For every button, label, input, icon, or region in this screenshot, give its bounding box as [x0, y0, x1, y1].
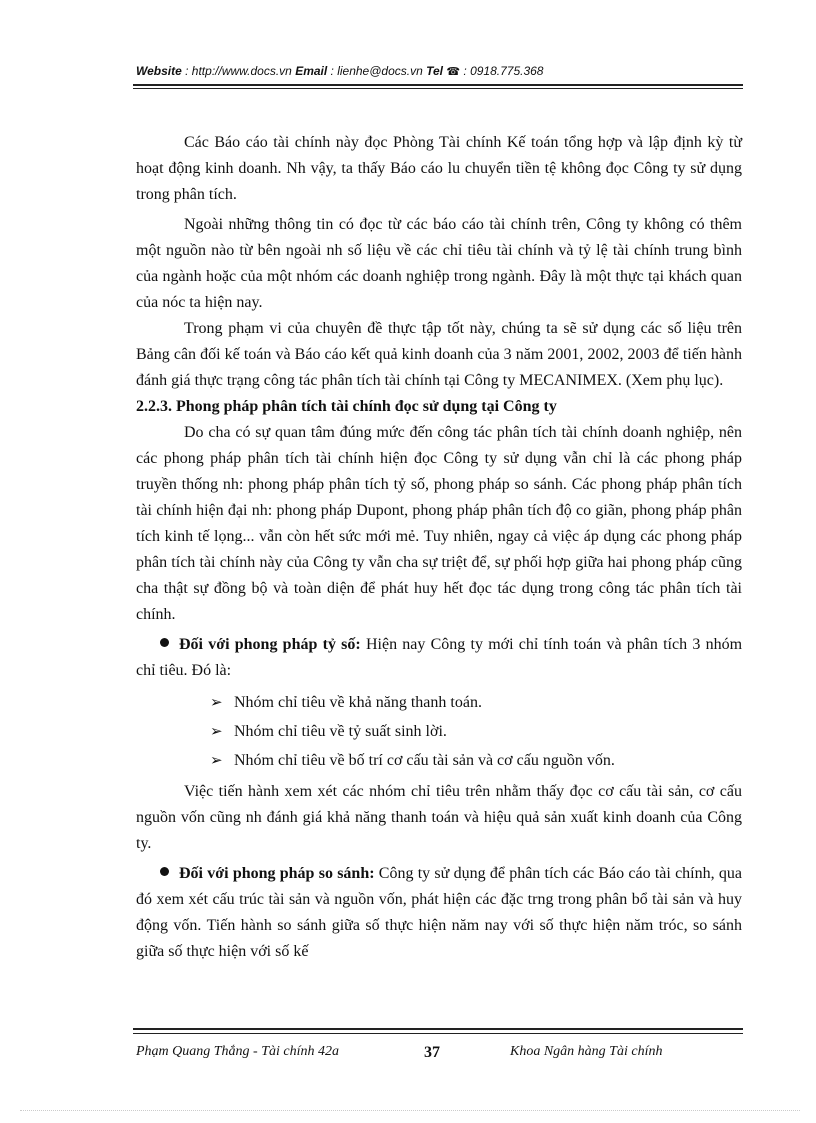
footer-department: Khoa Ngân hàng Tài chính	[510, 1044, 663, 1059]
paragraph-5: Việc tiến hành xem xét các nhóm chỉ tiêu trên nhằm thấy đọc cơ cấu tài sản, cơ cấu nguồn vốn cũng nh đánh giá khả năng thanh toán và hiệu quả sản xuất kinh doanh của Công ty.	[136, 783, 742, 852]
footer-rule-thin	[133, 1033, 743, 1034]
bullet-dot-icon	[160, 638, 169, 647]
header-rule	[133, 84, 743, 86]
list-item	[210, 717, 742, 746]
list-item	[210, 746, 742, 775]
paragraph-3: Trong phạm vi của chuyên đề thực tập tốt này, chúng ta sẽ sử dụng các số liệu trên Bảng cân đối kế toán và Báo cáo kết quả kinh doanh của 3 năm 2001, 2002, 2003 để tiến hành đánh giá thực trạng công tác phân tích tài chính tại Công ty MECANIMEX. (Xem phụ lục).	[136, 320, 742, 389]
tel-value: : 0918.775.368	[460, 64, 544, 78]
bullet-1-title: Đối với phong pháp tỷ số:	[179, 636, 361, 653]
page-header	[136, 64, 746, 78]
list-item-text: Nhóm chỉ tiêu về tỷ suất sinh lời.	[234, 723, 447, 740]
arrow-bullet-icon: ➢	[210, 693, 223, 711]
bullet-2-text: Công ty sử dụng để phân tích các Báo cáo tài chính, qua đó xem xét cấu trúc tài sản và nguồn vốn, phát hiện các đặc trng trong phân bổ tài sản và huy động vốn. Tiến hành so sánh giữa số thực hiện năm nay với số thực hiện năm tróc, so sánh giữa số thực hiện với số kế	[136, 865, 742, 960]
paragraph-2: Ngoài những thông tin có đọc từ các báo cáo tài chính trên, Công ty không có thêm một nguồn nào từ bên ngoài nh số liệu về các chỉ tiêu tài chính và tỷ lệ tài chính trung bình của ngành hoặc của một nhóm các doanh nghiệp trong ngành. Đây là một thực tại khách quan của nóc ta hiện nay.	[136, 216, 742, 311]
page-edge-divider	[20, 1110, 800, 1111]
bullet-comparison-method	[136, 861, 742, 965]
list-item	[210, 688, 742, 717]
bullet-2-title: Đối với phong pháp so sánh:	[179, 865, 375, 882]
section-heading: 2.2.3. Phong pháp phân tích tài chính đọc sử dụng tại Công ty	[136, 398, 557, 415]
footer-rule	[133, 1028, 743, 1030]
email-value: : lienhe@docs.vn	[327, 64, 427, 78]
bullet-1-text: Hiện nay Công ty mới chỉ tính toán và phân tích 3 nhóm chỉ tiêu. Đó là:	[136, 636, 743, 679]
paragraph-4: Do cha có sự quan tâm đúng mức đến công tác phân tích tài chính doanh nghiệp, nên các phong pháp phân tích tài chính hiện đọc Công ty sử dụng vẫn chỉ là các phong pháp truyền thống nh: phong pháp phân tích tỷ số, phong pháp so sánh. Các phong pháp phân tích tài chính hiện đại nh: phong pháp Dupont, phong pháp phân tích độ co giãn, phong pháp phân tích kinh tế lọng... vẫn còn hết sức mới mẻ. Tuy nhiên, ngay cả việc áp dụng các phong pháp phân tích tài chính này của Công ty vẫn cha sự triệt để, sự phối hợp giữa hai phong pháp cũng cha thật sự đồng bộ và toàn diện để phát huy hết đọc tác dụng trong công tác phân tích tài chính.	[136, 424, 742, 623]
paragraph-1: Các Báo cáo tài chính này đọc Phòng Tài chính Kế toán tổng hợp và lập định kỳ từ hoạt động kinh doanh. Nh vậy, ta thấy Báo cáo lu chuyển tiền tệ không đọc Công ty sử dụng trong phân tích.	[136, 134, 742, 203]
email-label: Email	[295, 64, 328, 78]
phone-icon: ☎	[446, 66, 461, 78]
bullet-ratio-method	[136, 632, 742, 684]
arrow-bullet-icon: ➢	[210, 751, 223, 769]
website-label: Website	[136, 64, 182, 78]
page-number: 37	[424, 1044, 440, 1061]
bullet-dot-icon	[160, 867, 169, 876]
website-value: : http://www.docs.vn	[181, 64, 296, 78]
arrow-bullet-icon: ➢	[210, 722, 223, 740]
list-item-text: Nhóm chỉ tiêu về bố trí cơ cấu tài sản và cơ cấu nguồn vốn.	[234, 752, 615, 769]
footer-author: Phạm Quang Thắng - Tài chính 42a	[136, 1044, 339, 1059]
header-rule-thin	[133, 88, 743, 89]
list-item-text: Nhóm chỉ tiêu về khả năng thanh toán.	[234, 694, 482, 711]
tel-label: Tel	[426, 64, 444, 78]
page-content	[136, 130, 742, 965]
indicator-list	[210, 688, 742, 775]
